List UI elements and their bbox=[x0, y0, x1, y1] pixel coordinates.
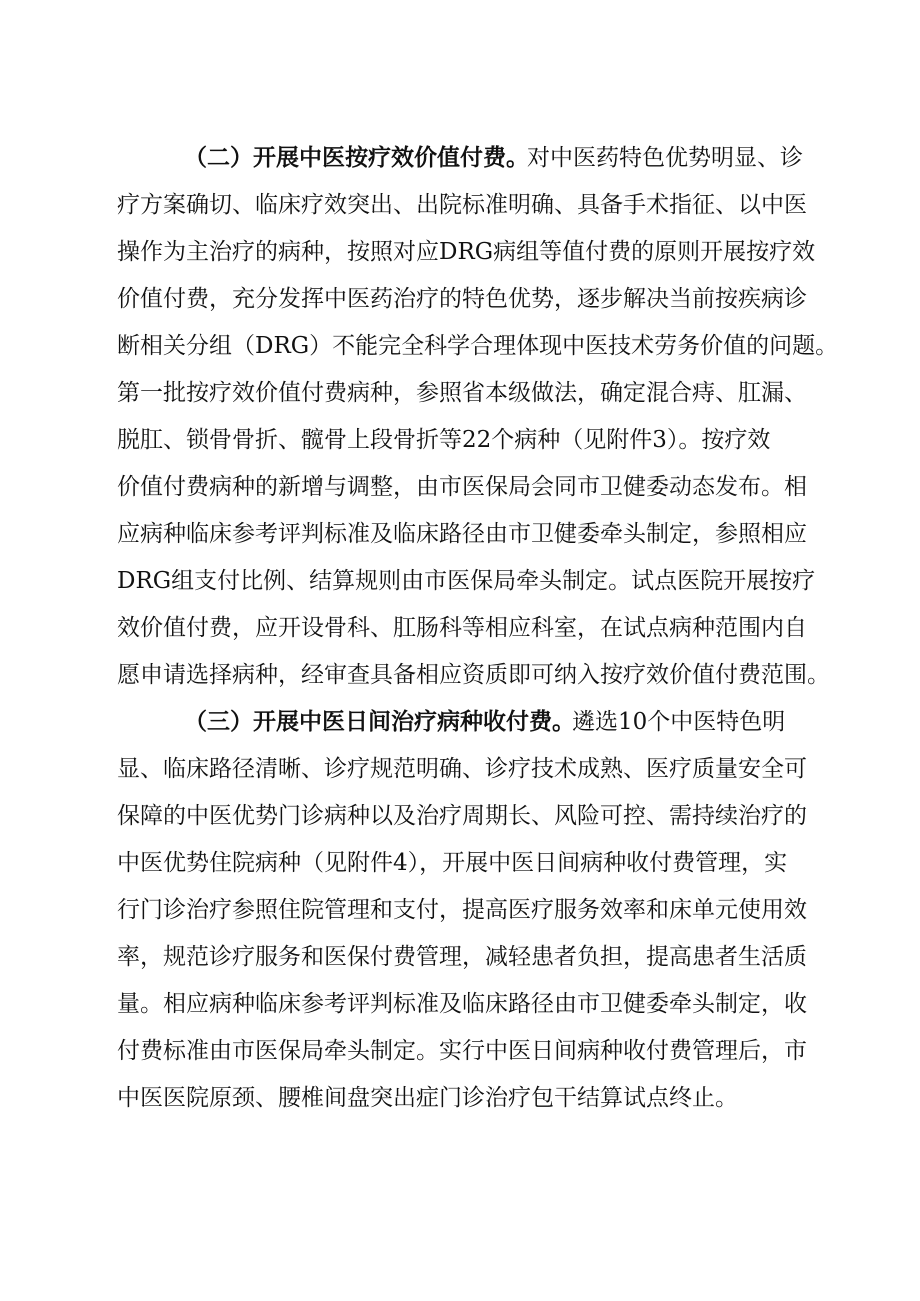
section2-line-2: 疗方案确切、临床疗效突出、出院标准明确、具备手术指征、以中医 bbox=[117, 192, 807, 218]
section3-line-1 bbox=[0, 702, 920, 742]
section3-heading: （三）开展中医日间治疗病种收付费。 bbox=[184, 709, 575, 735]
section2-line-8: 价值付费病种的新增与调整，由市医保局会同市卫健委动态发布。相 bbox=[117, 474, 807, 500]
section3-line-5: 行门诊治疗参照住院管理和支付，提高医疗服务效率和床单元使用效 bbox=[117, 897, 807, 923]
section3-line-9: 中医医院原颈、腰椎间盘突出症门诊治疗包干结算试点终止。 bbox=[117, 1085, 738, 1111]
section2-line-7: 脱肛、锁骨骨折、髋骨上段骨折等22个病种（见附件3）。按疗效 bbox=[117, 427, 771, 453]
section2-line-5: 断相关分组（DRG）不能完全科学合理体现中医技术劳务价值的问题。 bbox=[117, 333, 839, 359]
section3-line-8: 付费标准由市医保局牵头制定。实行中医日间病种收付费管理后，市 bbox=[117, 1038, 807, 1064]
section2-line-11: 效价值付费，应开设骨科、肛肠科等相应科室，在试点病种范围内自 bbox=[117, 615, 807, 641]
section2-heading: （二）开展中医按疗效价值付费。 bbox=[184, 145, 529, 171]
section2-line-3: 操作为主治疗的病种，按照对应DRG病组等值付费的原则开展按疗效 bbox=[117, 239, 816, 265]
section3-line-3: 保障的中医优势门诊病种以及治疗周期长、风险可控、需持续治疗的 bbox=[117, 803, 807, 829]
section2-line-9: 应病种临床参考评判标准及临床路径由市卫健委牵头制定，参照相应 bbox=[117, 521, 807, 547]
section3-line-6: 率，规范诊疗服务和医保付费管理，减轻患者负担，提高患者生活质 bbox=[117, 944, 807, 970]
section2-line-12: 愿申请选择病种，经审查具备相应资质即可纳入按疗效价值付费范围。 bbox=[117, 662, 830, 688]
section2-line-4: 价值付费，充分发挥中医药治疗的特色优势，逐步解决当前按疾病诊 bbox=[117, 286, 807, 312]
section2-line-10: DRG组支付比例、结算规则由市医保局牵头制定。试点医院开展按疗 bbox=[117, 568, 816, 594]
section3-line-7: 量。相应病种临床参考评判标准及临床路径由市卫健委牵头制定，收 bbox=[117, 991, 807, 1017]
section2-line-1-text: 对中医药特色优势明显、诊 bbox=[527, 145, 803, 171]
section3-line-4: 中医优势住院病种（见附件4），开展中医日间病种收付费管理，实 bbox=[117, 850, 788, 876]
section3-line-1-text: 遴选10个中医特色明 bbox=[572, 709, 786, 735]
section2-line-1 bbox=[0, 138, 920, 178]
section2-line-6: 第一批按疗效价值付费病种，参照省本级做法，确定混合痔、肛漏、 bbox=[117, 380, 807, 406]
section3-line-2: 显、临床路径清晰、诊疗规范明确、诊疗技术成熟、医疗质量安全可 bbox=[117, 756, 807, 782]
